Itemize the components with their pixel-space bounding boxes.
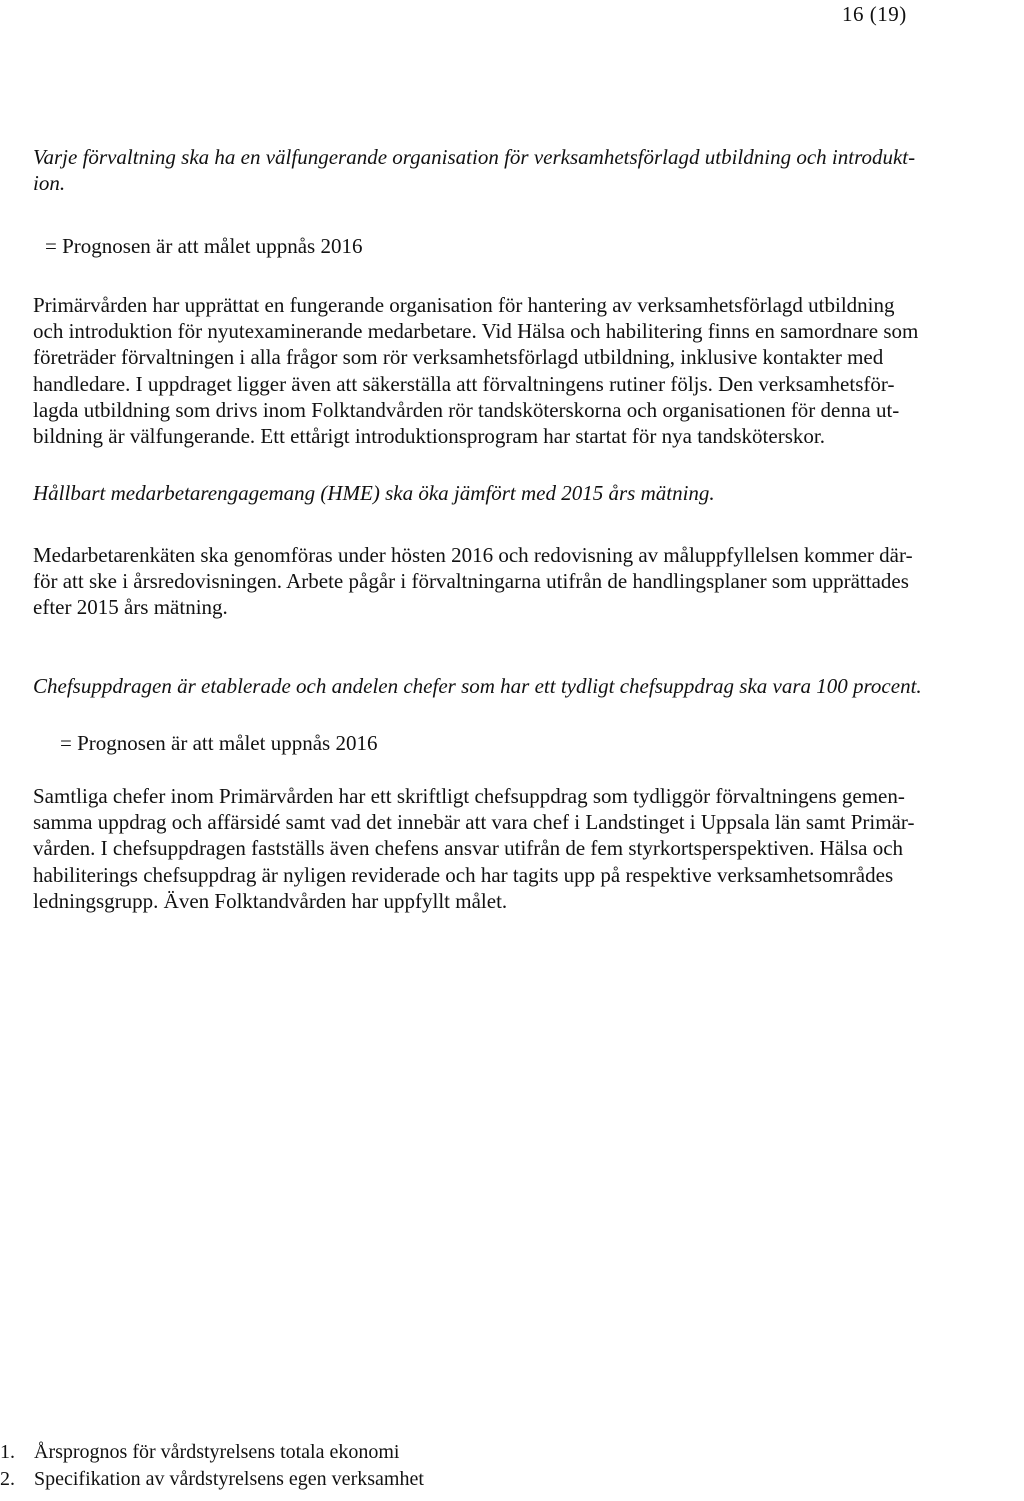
- goal-statement-2: Hållbart medarbetarengagemang (HME) ska öka jämfört med 2015 års mätning.: [33, 481, 715, 505]
- attachment-item: [0, 1439, 424, 1466]
- attachment-title: Årsprognos för vårdstyrelsens totala ekonomi: [34, 1441, 400, 1463]
- body-paragraph-3: Samtliga chefer inom Primärvården har ett skriftligt chefsuppdrag som tydliggör förvaltningens gemen- samma uppdrag och affärsidé samt vad det innebär att vara chef i Landstinget i Uppsala län samt Primär- vården. I chefsuppdragen fastställs även chefens ansvar utifrån de fem styrkortsperspektiven. Hälsa och habiliterings chefsuppdrag är nyligen reviderade och har tagits upp på respektive verksamhetsområdes ledningsgrupp. Även Folktandvården har uppfyllt målet.: [33, 784, 915, 913]
- goal-statement-3: Chefsuppdragen är etablerade och andelen chefer som har ett tydligt chefsuppdrag ska vara 100 procent.: [33, 674, 922, 698]
- attachment-list: [0, 1439, 424, 1493]
- attachment-number: 1.: [0, 1441, 15, 1463]
- attachment-number: 2.: [0, 1468, 15, 1490]
- attachment-title: Specifikation av vårdstyrelsens egen verksamhet: [34, 1468, 424, 1490]
- goal-statement-1: Varje förvaltning ska ha en välfungerande organisation för verksamhetsförlagd utbildning och introdukt- ion.: [33, 145, 916, 195]
- body-paragraph-1: Primärvården har upprättat en fungerande organisation för hantering av verksamhetsförlagd utbildning och introduktion för nyutexaminerande medarbetare. Vid Hälsa och habilitering finns en samordnare som företräder förvaltningen i alla frågor som rör verksamhetsförlagd utbildning, inklusive kontakter med handledare. I uppdraget ligger även att säkerställa att förvaltningens rutiner följs. Den verksamhetsför- lagda utbildning som drivs inom Folktandvården rör tandsköterskorna och organisationen för denna ut- bildning är välfungerande. Ett ettårigt introduktionsprogram har startat för nya tandsköterskor.: [33, 293, 919, 449]
- body-paragraph-2: Medarbetarenkäten ska genomföras under hösten 2016 och redovisning av måluppfyllelsen kommer där- för att ske i årsredovisningen. Arbete pågår i förvaltningarna utifrån de handlingsplaner som upprättades efter 2015 års mätning.: [33, 543, 913, 620]
- prognosis-status-1: = Prognosen är att målet uppnås 2016: [45, 234, 363, 258]
- prognosis-status-2: = Prognosen är att målet uppnås 2016: [60, 731, 378, 755]
- page-number: 16 (19): [842, 2, 907, 26]
- attachment-item: [0, 1466, 424, 1493]
